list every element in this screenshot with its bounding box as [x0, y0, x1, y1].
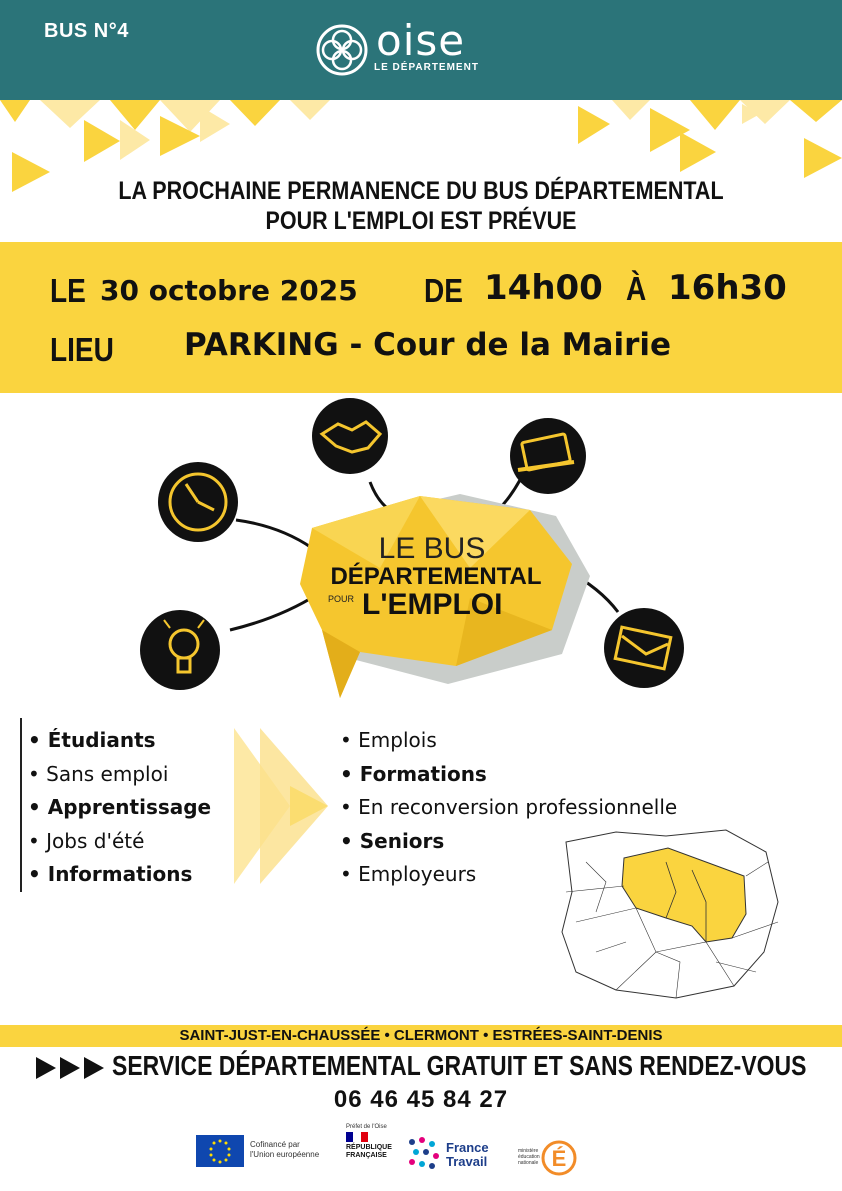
start-time: 14h00 — [484, 268, 603, 308]
laptop-icon — [510, 418, 586, 494]
bus-number: BUS N°4 — [44, 20, 129, 42]
phone-number: 06 46 45 84 27 — [333, 1086, 509, 1113]
me-line-2: éducation — [518, 1154, 540, 1160]
ft-line-2: Travail — [446, 1154, 488, 1169]
audience-left-item: • Jobs d'été — [28, 828, 145, 853]
ministere-text — [518, 1148, 540, 1166]
schedule-band — [0, 242, 842, 393]
chevron-arrows-icon — [230, 726, 340, 886]
envelope-icon — [604, 608, 684, 688]
eu-flag-logo — [196, 1135, 244, 1167]
center-logo-line3: L'EMPLOI — [362, 588, 503, 621]
clock-icon — [158, 462, 238, 542]
oise-emblem-icon — [314, 22, 370, 78]
logo-word: oise — [376, 16, 466, 65]
place-label: LIEU — [50, 331, 114, 368]
to-label: À — [626, 270, 647, 307]
audience-right-item: • En reconversion professionnelle — [340, 795, 678, 819]
audience-left-item: • Sans emploi — [28, 761, 169, 786]
intro-line-2: POUR L'EMPLOI EST PRÉVUE — [265, 207, 577, 235]
header-bar — [0, 0, 842, 100]
audience-right-item: • Employeurs — [340, 862, 477, 886]
eu-line-2: l'Union européenne — [250, 1150, 320, 1159]
center-logo-small: POUR — [328, 594, 355, 604]
me-line-3: nationale — [518, 1160, 539, 1166]
end-time: 16h30 — [668, 268, 787, 308]
eu-cofinance-text — [250, 1140, 319, 1160]
rf-line-1: RÉPUBLIQUE — [346, 1144, 392, 1151]
logo-subtitle: LE DÉPARTEMENT — [374, 62, 479, 73]
audience-right-item: • Seniors — [340, 828, 445, 853]
oise-logo — [314, 16, 504, 78]
eu-line-1: Cofinancé par — [250, 1140, 300, 1149]
connector-line — [236, 520, 312, 548]
service-heading: SERVICE DÉPARTEMENTAL GRATUIT ET SANS RENDEZ-VOUS — [112, 1050, 807, 1081]
france-travail-logo — [404, 1134, 444, 1174]
marianne-logo — [346, 1132, 368, 1142]
audience-right-item: • Emplois — [340, 728, 437, 752]
audience-left-item: • Informations — [28, 862, 193, 886]
from-label: DE — [424, 272, 463, 309]
date-label: LE — [50, 272, 86, 309]
audience-left-item: • Étudiants — [28, 728, 156, 752]
france-travail-text — [446, 1141, 489, 1169]
lightbulb-icon — [140, 610, 220, 690]
connector-line — [230, 594, 318, 630]
audience-left-item: • Apprentissage — [28, 795, 212, 819]
ft-line-1: France — [446, 1140, 489, 1155]
towns-list: SAINT-JUST-EN-CHAUSSÉE • CLERMONT • ESTRÉES-SAINT-DENIS — [179, 1027, 663, 1044]
education-nationale-logo — [540, 1132, 578, 1176]
handshake-icon — [312, 398, 388, 474]
triple-arrow-icon — [36, 1055, 106, 1081]
event-place: PARKING - Cour de la Mairie — [184, 327, 672, 363]
prefet-label: Préfet de l'Oise — [346, 1124, 387, 1130]
event-date: 30 octobre 2025 — [100, 274, 358, 307]
me-line-1: ministère — [518, 1148, 539, 1154]
oise-map — [556, 822, 786, 1002]
intro-line-1: LA PROCHAINE PERMANENCE DU BUS DÉPARTEMENTAL — [118, 177, 724, 205]
republique-francaise-logo — [346, 1144, 392, 1160]
center-logo-line2: DÉPARTEMENTAL — [330, 563, 542, 590]
intro-heading — [93, 176, 748, 236]
rf-line-2: FRANÇAISE — [346, 1152, 387, 1159]
svg-text:É: É — [551, 1146, 567, 1171]
audience-right-item: • Formations — [340, 761, 487, 786]
bus-emploi-graphic — [0, 398, 842, 708]
center-logo-line1: LE BUS — [378, 532, 486, 565]
